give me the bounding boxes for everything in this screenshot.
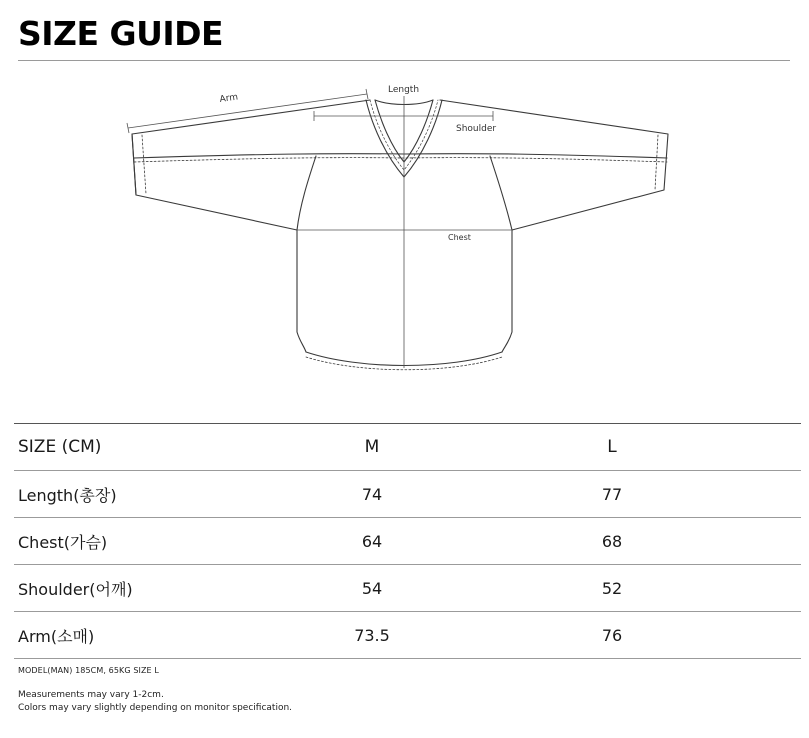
- arm-label: Arm: [219, 92, 239, 105]
- row-value-m: 54: [268, 565, 476, 612]
- left-sleeve-cuff: [132, 134, 136, 195]
- right-sleeve-outline: [440, 100, 668, 230]
- table-row: [14, 565, 801, 612]
- arm-guide: [128, 94, 367, 128]
- row-label: Shoulder(어깨): [14, 565, 268, 612]
- size-table: [14, 423, 801, 659]
- header-size-m: M: [268, 424, 476, 471]
- row-value-l: 52: [476, 565, 748, 612]
- header-size-l: L: [476, 424, 748, 471]
- table-header-row: [14, 424, 801, 471]
- row-value-m: 74: [268, 471, 476, 518]
- note-measurement: Measurements may vary 1-2cm.: [18, 690, 164, 700]
- page-title: SIZE GUIDE: [18, 14, 224, 53]
- body-right-side: [502, 230, 512, 352]
- shoulder-label: Shoulder: [456, 124, 497, 134]
- model-info: MODEL(MAN) 185CM, 65KG SIZE L: [18, 666, 159, 675]
- row-value-l: 77: [476, 471, 748, 518]
- left-sleeve-outline: [132, 100, 370, 230]
- note-color: Colors may vary slightly depending on monitor specification.: [18, 703, 293, 713]
- length-label: Length: [388, 85, 420, 95]
- left-sleeve-hem: [142, 135, 146, 194]
- right-armhole: [490, 156, 512, 230]
- garment-diagram: [0, 70, 809, 410]
- table-row: [14, 518, 801, 565]
- row-value-l: 68: [476, 518, 748, 565]
- header-size-label: SIZE (CM): [14, 424, 268, 471]
- shirt-diagram-icon: [0, 70, 809, 410]
- row-value-m: 64: [268, 518, 476, 565]
- chest-label: Chest: [448, 233, 471, 242]
- left-armhole: [297, 156, 316, 230]
- body-left-side: [297, 230, 306, 352]
- row-label: Chest(가슴): [14, 518, 268, 565]
- table-row: [14, 471, 801, 518]
- row-value-m: 73.5: [268, 612, 476, 659]
- right-sleeve-hem: [655, 135, 658, 190]
- row-value-l: 76: [476, 612, 748, 659]
- row-label: Length(총장): [14, 471, 268, 518]
- title-divider: [18, 60, 790, 61]
- table-row: [14, 612, 801, 659]
- row-label: Arm(소매): [14, 612, 268, 659]
